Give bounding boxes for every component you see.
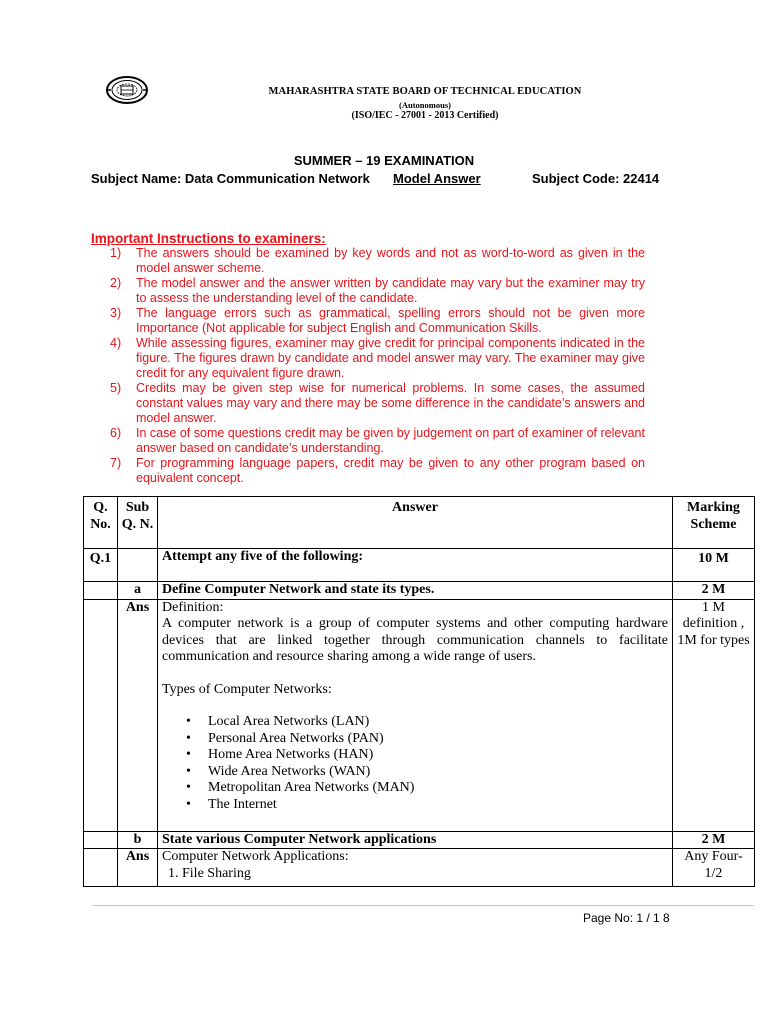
table-row-qa [84, 582, 755, 600]
instruction-item: 5) Credits may be given step wise for numerical problems. In some cases, the assumed constant values may vary and there may be some difference in the candidate’s answers and model answer. [110, 381, 645, 425]
instruction-item: 4) While assessing figures, examiner may give credit for principal components indicated in the figure. The figures drawn by candidate and model answer may vary. The examiner may give credit for any equivalent figure drawn. [110, 336, 645, 380]
msbte-seal-icon [104, 75, 150, 105]
instruction-item: 7) For programming language papers, credit may be given to any other program based on equivalent concept. [110, 456, 645, 485]
qa-types-label: Types of Computer Networks: [162, 681, 332, 697]
qa-marks: 2 M [673, 582, 755, 600]
q1-marks: 10 M [673, 549, 755, 582]
model-answer-label: Model Answer [393, 171, 481, 186]
qa-ans-label: Ans [118, 599, 158, 831]
qb-ans-label: Ans [118, 849, 158, 887]
qb-first-app: 1. File Sharing [168, 865, 251, 881]
table-row-qa-answer [84, 599, 755, 831]
qa-answer-body [158, 599, 673, 831]
qa-types-list [162, 714, 668, 813]
qa-question: Define Computer Network and state its types. [158, 582, 673, 600]
instruction-item: 1) The answers should be examined by key words and not as word-to-word as given in the model answer scheme. [110, 246, 645, 275]
instruction-item: 2) The model answer and the answer written by candidate may vary but the examiner may try to assess the understanding level of the candidate. [110, 276, 645, 305]
list-item: • Wide Area Networks (WAN) [208, 764, 668, 781]
board-certification: (ISO/IEC - 27001 - 2013 Certified) [351, 110, 499, 121]
qb-marks: 2 M [673, 831, 755, 849]
qa-definition-label: Definition: [162, 599, 224, 615]
instructions-heading: Important Instructions to examiners: [91, 231, 326, 246]
qa-scheme: 1 M definition , 1M for types [673, 599, 755, 831]
instructions-list [105, 246, 645, 486]
list-item: • Home Area Networks (HAN) [208, 747, 668, 764]
page-number: Page No: 1 / 1 8 [583, 911, 670, 925]
qb-answer-body [158, 849, 673, 887]
footer-divider [92, 905, 754, 906]
header-answer: Answer [158, 497, 673, 549]
table-row-q1 [84, 549, 755, 582]
q1-number: Q.1 [84, 549, 118, 582]
table-row-qb [84, 831, 755, 849]
header-subq: Sub Q. N. [118, 497, 158, 549]
list-item: • Metropolitan Area Networks (MAN) [208, 780, 668, 797]
table-header-row [84, 497, 755, 549]
board-autonomous: (Autonomous) [399, 100, 451, 110]
board-name: MAHARASHTRA STATE BOARD OF TECHNICAL EDUCATION [268, 86, 582, 97]
list-item: • Personal Area Networks (PAN) [208, 731, 668, 748]
list-item: • Local Area Networks (LAN) [208, 714, 668, 731]
instruction-item: 3) The language errors such as grammatical, spelling errors should not be given more Importance (Not applicable for subject English and Communication Skills. [110, 306, 645, 335]
table-row-qb-answer [84, 849, 755, 887]
subject-name: Subject Name: Data Communication Network [91, 171, 370, 186]
q1-instruction: Attempt any five of the following: [158, 549, 673, 582]
exam-title: SUMMER – 19 EXAMINATION [293, 153, 475, 168]
qb-sub: b [118, 831, 158, 849]
qa-definition-text: A computer network is a group of computer systems and other computing hardware devices that are linked together through communication channels to facilitate communication and resource sharing among a wide range of users. [162, 616, 668, 664]
header-marking: Marking Scheme [673, 497, 755, 549]
header-qno: Q. No. [84, 497, 118, 549]
instruction-item: 6) In case of some questions credit may be given by judgement on part of examiner of relevant answer based on candidate’s understanding. [110, 426, 645, 455]
qb-scheme: Any Four- 1/2 [673, 849, 755, 887]
qb-question: State various Computer Network applications [158, 831, 673, 849]
list-item: • The Internet [208, 797, 668, 814]
qa-sub: a [118, 582, 158, 600]
answer-table [83, 496, 755, 887]
subject-code: Subject Code: 22414 [532, 171, 660, 186]
qb-apps-label: Computer Network Applications: [162, 849, 349, 864]
